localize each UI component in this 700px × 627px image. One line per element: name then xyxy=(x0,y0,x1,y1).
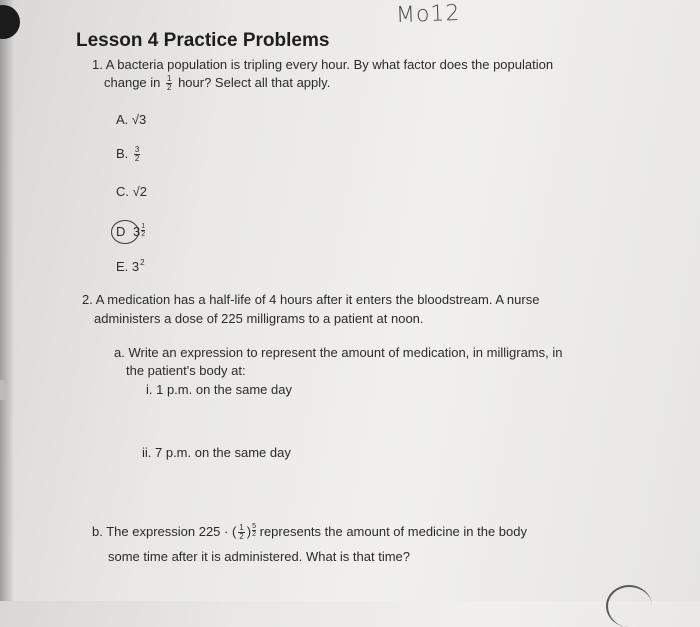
q2b-text-line2: some time after it is administered. What is that time? xyxy=(108,549,410,564)
handwritten-name: Mo12 xyxy=(395,0,461,29)
q2-text-line2: administers a dose of 225 milligrams to a patient at noon. xyxy=(94,311,424,326)
q2b-post: represents the amount of medicine in the body xyxy=(256,524,527,539)
q1-option-c[interactable] xyxy=(116,184,147,199)
page-edge-shadow xyxy=(0,0,14,601)
q2b-exp-num: 5 xyxy=(252,523,256,530)
option-d-base: 3 xyxy=(133,224,141,239)
option-e-exponent: 2 xyxy=(140,258,145,267)
q1-frac-num: 1 xyxy=(167,74,172,84)
q2b-frac-num: 1 xyxy=(239,523,244,533)
option-b-fraction xyxy=(134,146,140,163)
option-e-label: E. xyxy=(116,259,129,274)
option-b-den: 2 xyxy=(134,154,140,164)
q2a-text-line2: the patient's body at: xyxy=(126,363,246,378)
option-c-label: C. xyxy=(116,184,129,199)
q2b-pre: b. The expression 225 · ( xyxy=(92,524,237,539)
option-d-exponent xyxy=(141,223,145,238)
q1-text-line1: 1. A bacteria population is tripling every hour. By what factor does the population xyxy=(92,57,554,72)
option-c-value: √2 xyxy=(132,184,147,199)
page-edge-mark xyxy=(0,380,6,400)
corner-pen-mark xyxy=(606,585,652,627)
q2b-base-fraction xyxy=(238,524,244,541)
q2-text-line1: 2. A medication has a half-life of 4 hours after it enters the bloodstream. A nurse xyxy=(82,292,540,307)
q1-line2-pre: change in xyxy=(104,75,164,90)
binder-hole xyxy=(0,5,20,39)
q2a-part-i: i. 1 p.m. on the same day xyxy=(146,382,292,397)
q1-option-b[interactable] xyxy=(116,146,142,163)
option-b-num: 3 xyxy=(134,145,140,155)
option-d-exp-den: 2 xyxy=(141,231,146,238)
q1-option-a[interactable] xyxy=(116,112,146,127)
q2a-text-line1: a. Write an expression to represent the amount of medication, in milligrams, in xyxy=(114,345,563,360)
q1-line2-post: hour? Select all that apply. xyxy=(174,75,331,90)
q2b-frac-den: 2 xyxy=(239,532,244,542)
q1-half-fraction xyxy=(166,75,172,92)
option-a-value: √3 xyxy=(131,112,147,127)
option-d-exp-num: 1 xyxy=(141,223,146,230)
q2b-close-paren: ) xyxy=(246,524,252,539)
q2b-exp-den: 2 xyxy=(252,531,256,538)
option-d-label: D xyxy=(116,224,126,239)
q1-option-e[interactable] xyxy=(116,258,145,274)
page-title: Lesson 4 Practice Problems xyxy=(76,30,330,51)
option-a-label: A. xyxy=(116,112,129,127)
q1-frac-den: 2 xyxy=(167,83,172,93)
selection-circle xyxy=(111,220,139,244)
q1-text-line2 xyxy=(104,75,330,92)
option-b-label: B. xyxy=(116,146,129,161)
option-e-base: 3 xyxy=(131,259,140,274)
q2a-part-ii: ii. 7 p.m. on the same day xyxy=(142,445,291,460)
q2b-text-line1 xyxy=(92,523,527,541)
q1-option-d[interactable] xyxy=(116,223,145,239)
